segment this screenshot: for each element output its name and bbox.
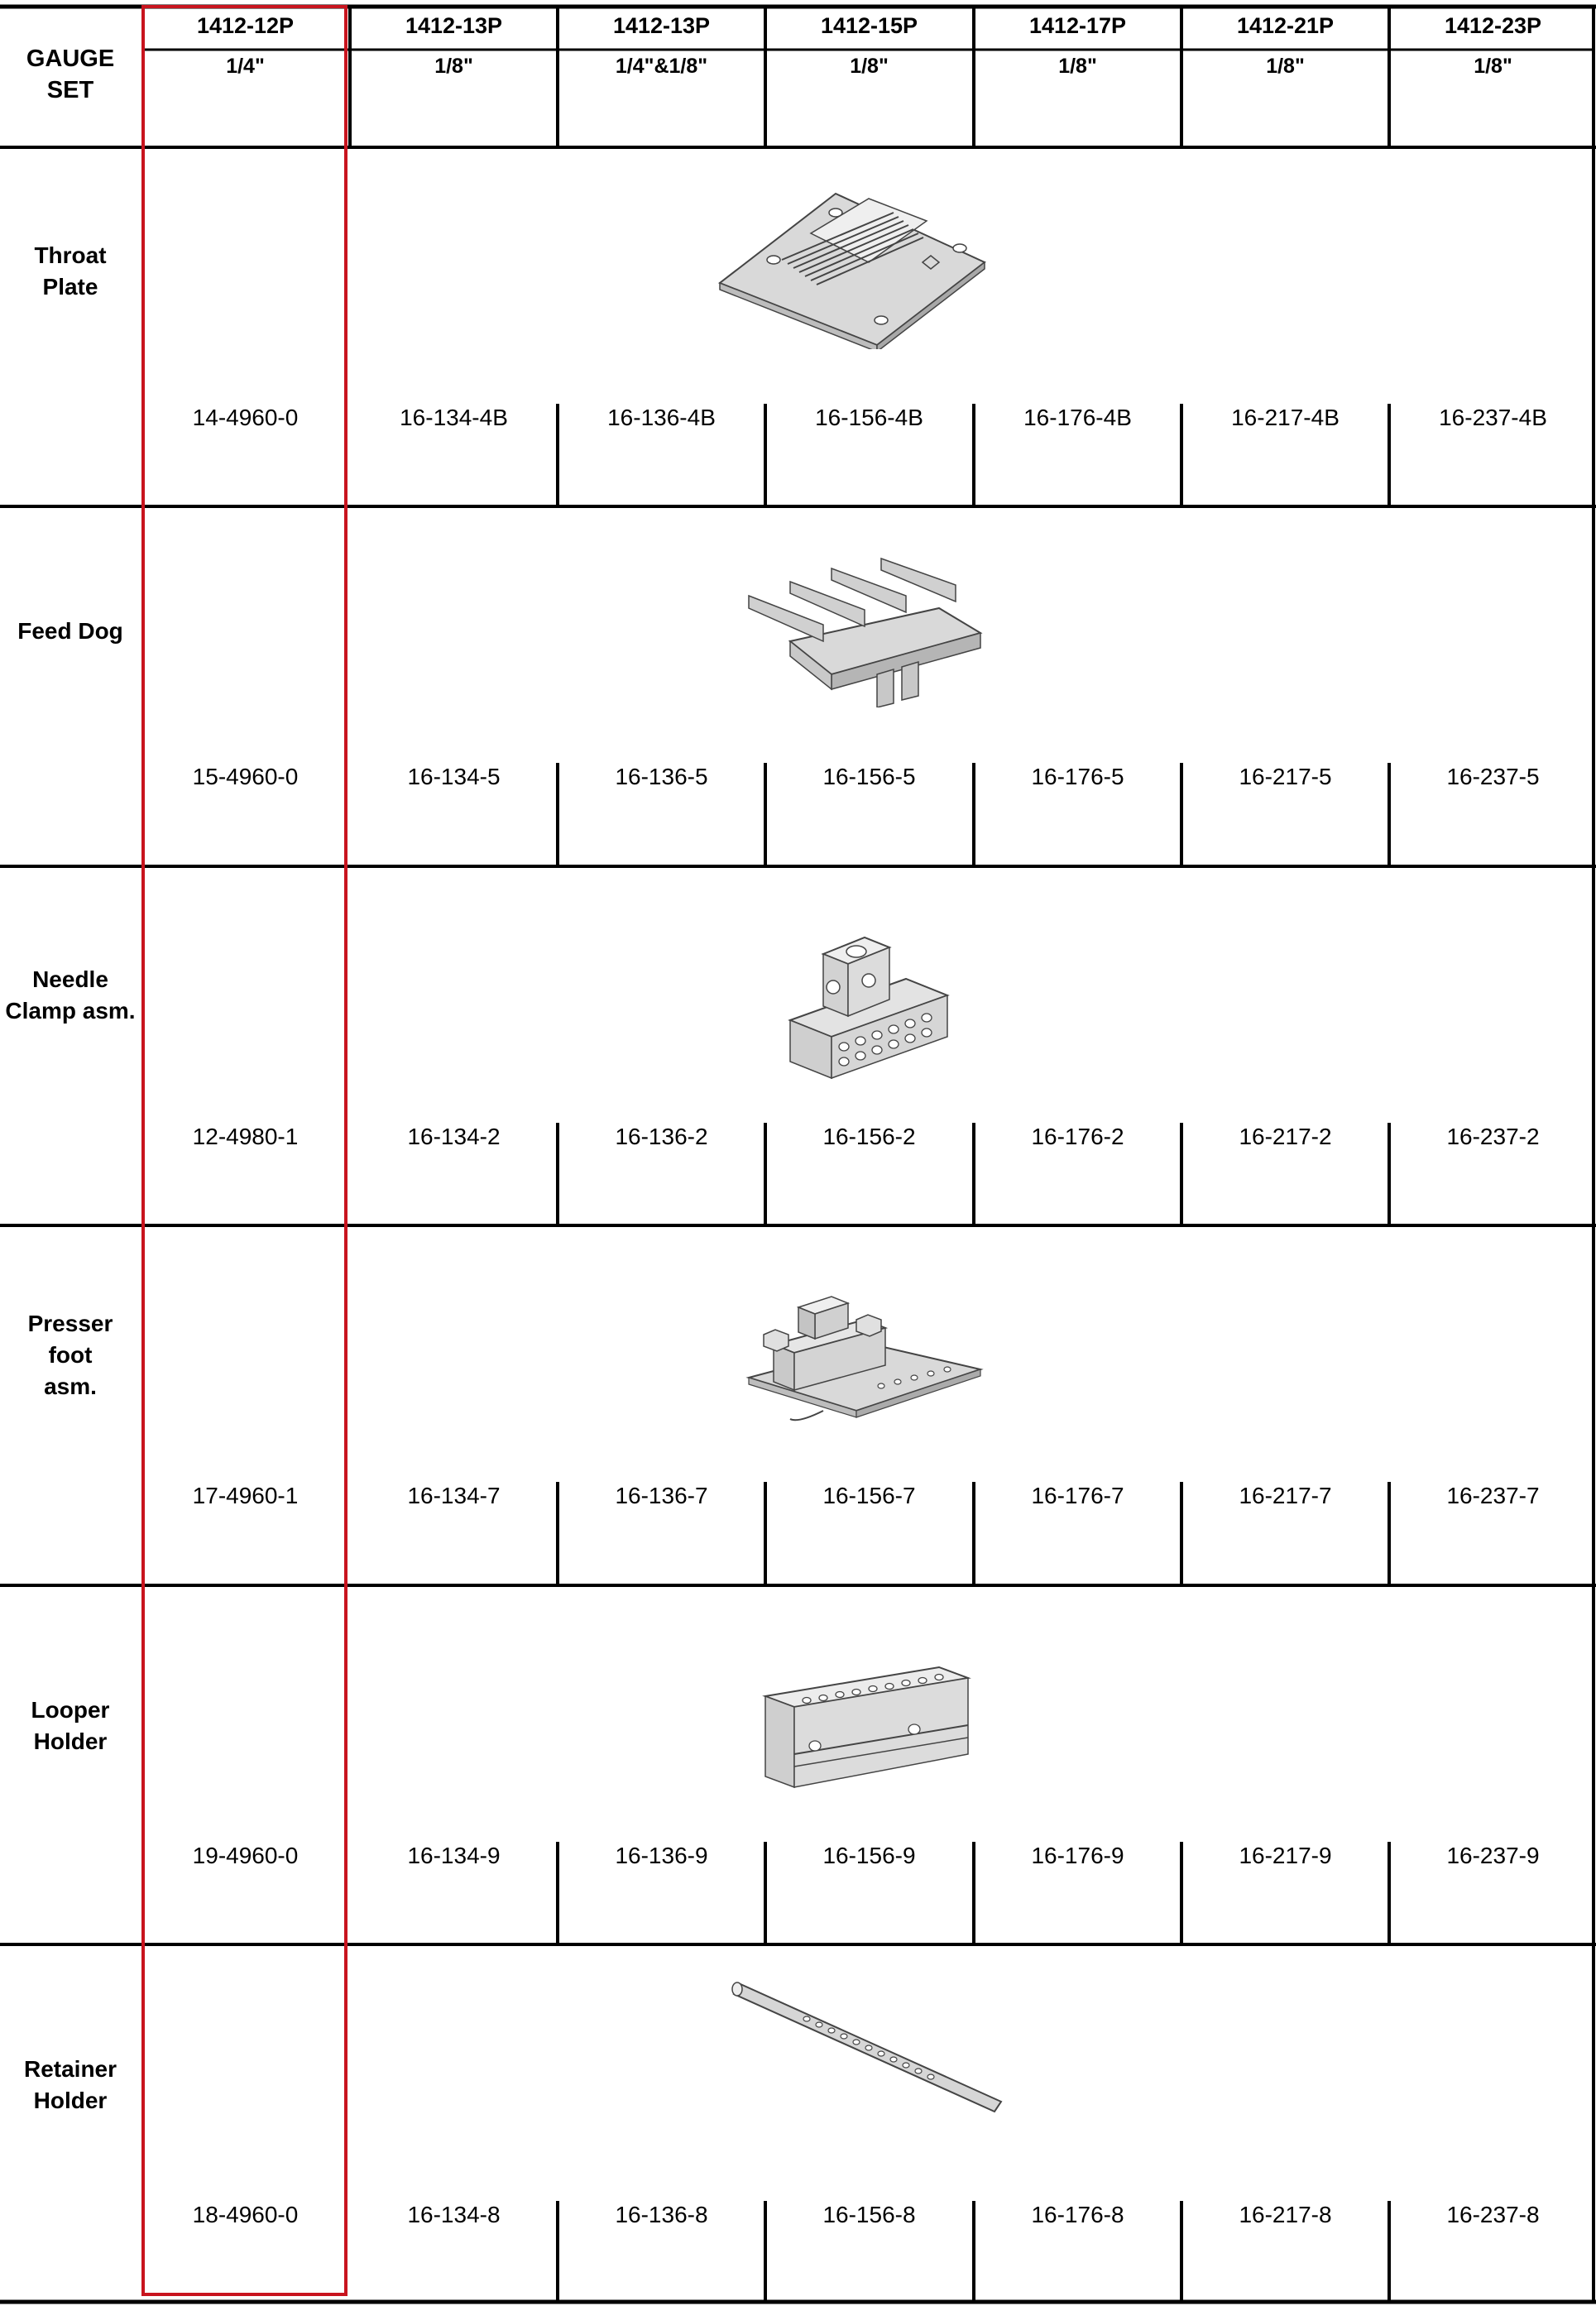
part-number: 16-134-2: [407, 1124, 501, 1149]
row-label: [0, 616, 141, 647]
part-number: 16-134-8: [407, 2202, 501, 2227]
throat-plate-drawing: [712, 184, 993, 349]
gauge-set-label: GAUGE SET: [26, 46, 115, 103]
part-number: 16-217-8: [1239, 2202, 1332, 2227]
part-number: 16-136-2: [615, 1124, 708, 1149]
row-label-line: asm.: [44, 1374, 97, 1399]
column-model: 1412-13P: [405, 13, 503, 38]
part-number: 16-217-9: [1239, 1843, 1332, 1868]
part-number: 16-134-7: [407, 1483, 501, 1508]
part-number: 16-217-5: [1239, 764, 1332, 789]
looper-holder-drawing: [757, 1663, 972, 1795]
column-gauge: 1/8": [850, 55, 889, 78]
part-number: 17-4960-1: [192, 1483, 299, 1508]
part-number: 16-237-9: [1446, 1843, 1540, 1868]
presser-foot-drawing: [740, 1287, 989, 1427]
part-number: 16-156-7: [822, 1483, 916, 1508]
row-label-line: Retainer: [23, 2056, 117, 2082]
retainer-holder-drawing: [724, 1978, 1005, 2118]
row-label-line: Holder: [33, 2088, 108, 2113]
column-gauge: 1/8": [1058, 55, 1097, 78]
part-number: 16-237-8: [1446, 2202, 1540, 2227]
column-model: 1412-12P: [196, 13, 295, 38]
row-label: [0, 240, 141, 303]
part-number: 18-4960-0: [192, 2202, 299, 2227]
row-label-line: Holder: [33, 1728, 108, 1754]
row-label: [0, 1308, 141, 1402]
row-label: [0, 964, 141, 1027]
part-number: 16-176-8: [1031, 2202, 1124, 2227]
part-number: 16-176-9: [1031, 1843, 1124, 1868]
part-number: 16-217-4B: [1231, 405, 1340, 430]
part-number: 16-136-5: [615, 764, 708, 789]
column-model: 1412-21P: [1236, 13, 1335, 38]
part-number: 16-136-4B: [607, 405, 716, 430]
part-number: 16-156-4B: [815, 405, 923, 430]
part-number: 15-4960-0: [192, 764, 299, 789]
part-number: 16-156-5: [822, 764, 916, 789]
part-number: 16-136-7: [615, 1483, 708, 1508]
selected-column-highlight: [141, 5, 347, 2296]
column-gauge: 1/8": [1474, 55, 1512, 78]
part-number: 16-134-5: [407, 764, 501, 789]
column-model: 1412-23P: [1444, 13, 1542, 38]
part-number: 16-217-2: [1239, 1124, 1332, 1149]
feed-dog-drawing: [740, 550, 989, 707]
part-number: 12-4980-1: [192, 1124, 299, 1149]
part-number: 16-134-4B: [400, 405, 508, 430]
part-number: 16-156-2: [822, 1124, 916, 1149]
part-number: 19-4960-0: [192, 1843, 299, 1868]
column-gauge: 1/4": [226, 55, 265, 78]
row-label-line: Clamp asm.: [5, 998, 136, 1024]
column-gauge: 1/4"&1/8": [615, 55, 708, 78]
column-gauge: 1/8": [434, 55, 473, 78]
part-number: 16-237-7: [1446, 1483, 1540, 1508]
part-number: 16-237-2: [1446, 1124, 1540, 1149]
row-label-line: Presser: [27, 1311, 113, 1336]
part-number: 16-156-9: [822, 1843, 916, 1868]
part-number: 16-176-4B: [1023, 405, 1132, 430]
row-label-line: Needle: [32, 966, 108, 992]
part-number: 16-237-4B: [1439, 405, 1547, 430]
part-number: 16-134-9: [407, 1843, 501, 1868]
part-number: 14-4960-0: [192, 405, 299, 430]
part-number: 16-176-5: [1031, 764, 1124, 789]
part-number: 16-176-2: [1031, 1124, 1124, 1149]
part-number: 16-136-9: [615, 1843, 708, 1868]
row-label-line: foot: [48, 1342, 93, 1368]
column-model: 1412-15P: [820, 13, 918, 38]
column-gauge: 1/8": [1266, 55, 1305, 78]
row-label-line: Looper: [31, 1697, 110, 1723]
part-number: 16-156-8: [822, 2202, 916, 2227]
row-label: [0, 1695, 141, 1757]
column-model: 1412-13P: [612, 13, 711, 38]
row-label: [0, 2054, 141, 2117]
needle-clamp-drawing: [782, 929, 964, 1086]
row-label-line: Throat: [34, 242, 107, 268]
part-number: 16-217-7: [1239, 1483, 1332, 1508]
column-model: 1412-17P: [1028, 13, 1127, 38]
part-number: 16-176-7: [1031, 1483, 1124, 1508]
part-number: 16-136-8: [615, 2202, 708, 2227]
part-number: 16-237-5: [1446, 764, 1540, 789]
row-label-line: Feed Dog: [17, 618, 123, 644]
row-label-line: Plate: [42, 274, 98, 300]
